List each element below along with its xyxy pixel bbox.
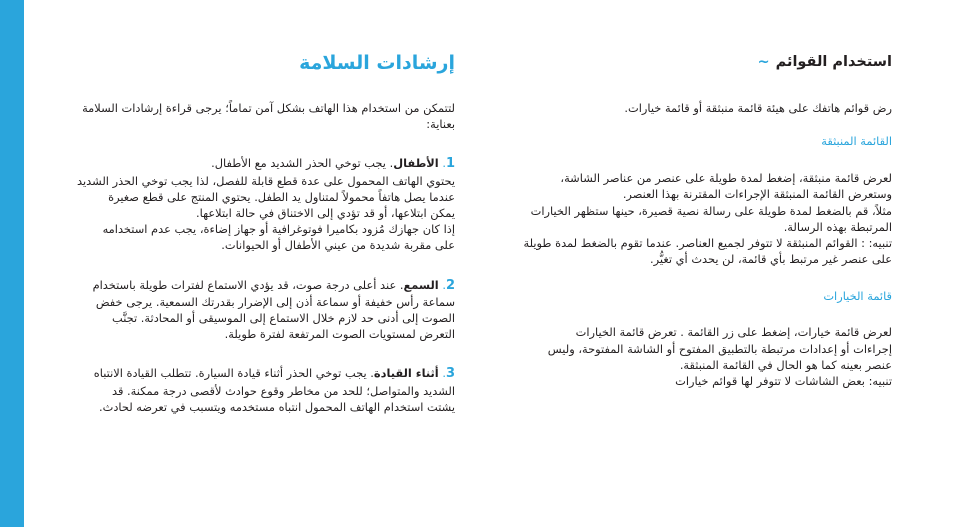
popup-line: مثلاً، قم بالضغط لمدة طويلة على رسالة نصية قصيرة، حينها ستظهر الخيارات xyxy=(530,203,892,218)
safety-intro: لتتمكن من استخدام هذا الهاتف بشكل آمن تماماً؛ يرجى قراءة إرشادات السلامة بعناية: xyxy=(82,101,455,132)
tilde-icon: ~ xyxy=(757,54,770,70)
item-title: السمع xyxy=(403,277,439,292)
safety-item-hearing: 2. السمع. عند أعلى درجة صوت، قد يؤدي الاستماع لفترات طويلة باستخدام xyxy=(92,277,455,293)
popup-line: المرتبطة بهذه الرسالة. xyxy=(783,219,892,234)
safety-title: إرشادات السلامة xyxy=(299,52,455,74)
options-menu-heading: قائمة الخيارات xyxy=(823,289,892,304)
popup-line: لعرض قائمة منبثقة، إضغط لمدة طويلة على عنصر من عناصر الشاشة، xyxy=(560,171,892,186)
item-line: يمكن ابتلاعها، أو قد تؤدي إلى الاختناق في حالة ابتلاعها. xyxy=(196,206,455,221)
item-number: 2 xyxy=(445,277,455,293)
item-line: إذا كان جهازك مُزود بكاميرا فوتوغرافية أو جهاز إضاءة، يجب عدم استخدامه xyxy=(102,222,455,237)
popup-line: على عنصر غير مرتبط بأي قائمة، لن يحدث أي تغيُّر. xyxy=(650,252,892,267)
menus-column xyxy=(494,48,892,389)
item-number: 1 xyxy=(445,156,455,172)
item-line: الشديد والمتواصل؛ للحد من مخاطر وقوع حوادث لأقصى درجة ممكنة. قد xyxy=(112,383,455,398)
options-line: إجراءات أو إعدادات مرتبطة بالتطبيق المفتوح أو الشاشة المفتوحة، وليس xyxy=(547,341,892,356)
item-line: الصوت إلى أدنى حد لازم خلال الاستماع إلى الموسيقى أو المحادثة. تجنَّب xyxy=(112,311,455,326)
item-title: الأطفال xyxy=(393,156,439,171)
item-line: يشتت استخدام الهاتف المحمول انتباه مستخدمه ويتسبب في تعرضه لحادث. xyxy=(98,399,455,414)
options-line: لعرض قائمة خيارات، إضغط على زر القائمة . تعرض قائمة الخيارات xyxy=(575,325,892,340)
item-line: التعرض لمستويات الصوت المرتفعة لفترة طويلة. xyxy=(224,327,455,342)
item-line: على مقربة شديدة من عيني الأطفال أو الحيوانات. xyxy=(221,238,455,253)
item-title: أثناء القيادة xyxy=(373,366,439,381)
item-line: سماعة رأس خفيفة أو سماعة أذن إلى الإضرار بقدرتك السمعية. يرجى خفض xyxy=(95,294,455,309)
accent-side-bar xyxy=(0,0,24,527)
menus-intro: رض قوائم هاتفك على هيئة قائمة منبثقة أو قائمة خيارات. xyxy=(624,101,892,115)
options-line: تنبيه: بعض الشاشات لا تتوفر لها قوائم خيارات xyxy=(675,374,892,389)
item-line: عندما يصل هاتفاً محمولاً لمتناول يد الطفل. يحتوي المنتج على قطع صغيرة xyxy=(108,189,455,204)
item-number: 3 xyxy=(445,366,455,382)
item-line: يحتوي الهاتف المحمول على عدة قطع قابلة للفصل، لذا يجب توخي الحذر الشديد xyxy=(77,173,455,188)
options-line: عنصر بعينه كما هو الحال في القائمة المنبثقة. xyxy=(679,357,892,372)
popup-menu-heading: القائمة المنبثقة xyxy=(821,134,892,149)
menus-title: استخدام القوائم~ xyxy=(757,54,892,70)
safety-item-children: 1. الأطفال. يجب توخي الحذر الشديد مع الأطفال. xyxy=(211,156,455,172)
popup-line: تنبيه: : القوائم المنبثقة لا تتوفر لجميع العناصر. عندما تقوم بالضغط لمدة طويلة xyxy=(523,236,892,251)
safety-column xyxy=(52,48,455,415)
popup-line: وستعرض القائمة المنبثقة الإجراءات المقترنة بهذا العنصر. xyxy=(622,187,892,202)
safety-item-driving: 3. أثناء القيادة. يجب توخي الحذر أثناء قيادة السيارة. تتطلب القيادة الانتباه xyxy=(93,366,455,382)
